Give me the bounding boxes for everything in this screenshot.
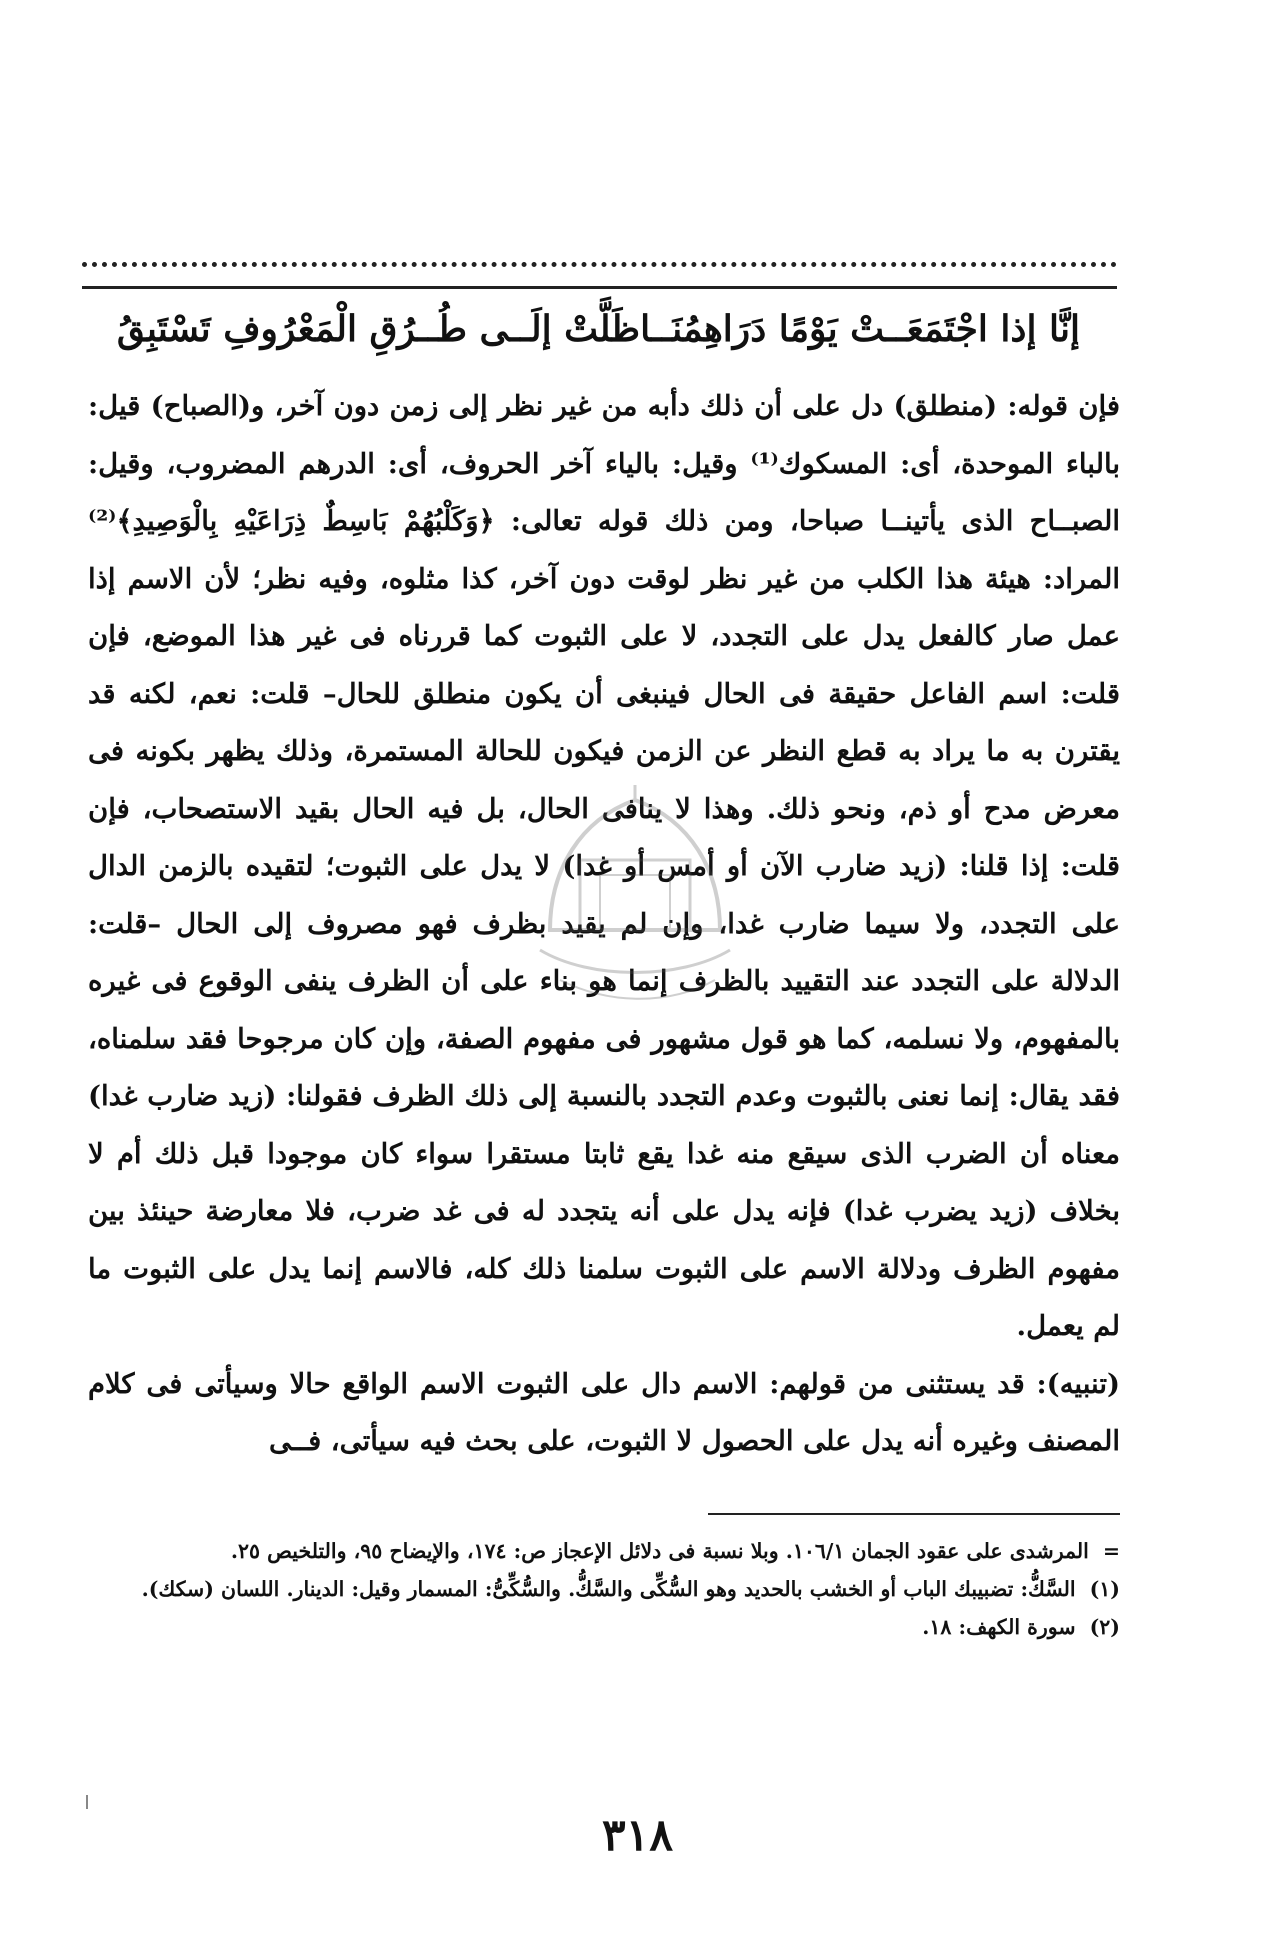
top-solid-rule [82, 286, 1117, 289]
library-watermark-stamp [520, 780, 750, 1040]
footnote-marker: (٢) [1089, 1615, 1120, 1639]
footnote-text: سورة الكهف: ١٨. [922, 1615, 1076, 1639]
footnote-marker: (١) [1089, 1577, 1120, 1601]
footnote-text: السَّكُّ: تضبيبك الباب أو الخشب بالحديد وهو السُّكِّى والسَّكُّ. والسُّكِّىُّ: المسمار وقيل: الدينار. اللسان (سكك). [141, 1577, 1076, 1601]
verse-second-hemistich: ظَلَّتْ إلَــى طُــرُقِ الْمَعْرُوفِ تَسْتَبِقُ [116, 308, 641, 350]
footnote-separator [708, 1513, 1120, 1515]
footnote-marker: = [1102, 1539, 1120, 1563]
body-paragraph: فإن قوله: (منطلق) دل على أن ذلك دأبه من غير نظر إلى زمن دون آخر، و(الصباح) قيل: بالباء الموحدة، أى: المسكوك⁽¹⁾ وقيل: بالياء آخر الحروف، أى: الدرهم المضروب، وقيل: الصبــاح الذى يأتينــا صباحا، ومن ذلك قوله تعالى: ﴿وَكَلْبُهُمْ بَاسِطٌ ذِرَاعَيْهِ بِالْوَصِيدِ﴾⁽²⁾ المراد: هيئة هذا الكلب من غير نظر لوقت دون آخر، كذا مثلوه، وفيه نظر؛ لأن الاسم إذا عمل صار كالفعل يدل على التجدد، لا على الثبوت كما قررناه فى غير هذا الموضع، فإن قلت: اسم الفاعل حقيقة فى الحال فينبغى أن يكون منطلق للحال– قلت: نعم، لكنه قد يقترن به ما يراد به قطع النظر عن الزمن فيكون للحالة المستمرة، وذلك يظهر بكونه فى معرض مدح أو ذم، ونحو ذلك. وهذا لا ينافى الحال، بل فيه الحال بقيد الاستصحاب، فإن قلت: إذا قلنا: (زيد ضارب الآن أو أمس أو غدا) لا يدل على الثبوت؛ لتقيده بالزمن الدال على التجدد، ولا سيما ضارب غدا، وإن لم يقيد بظرف فهو مصروف إلى الحال –قلت: الدلالة على التجدد عند التقييد بالظرف إنما هو بناء على أن الظرف ينفى الوقوع فى غيره بالمفهوم، ولا نسلمه، كما هو قول مشهور فى مفهوم الصفة، وإن كان مرجوحا فقد سلمناه، فقد يقال: إنما نعنى بالثبوت وعدم التجدد بالنسبة إلى ذلك الظرف فقولنا: (زيد ضارب غدا) معناه أن الضرب الذى سيقع منه غدا يقع ثابتا مستقرا سواء كان موجودا قبل ذلك أم لا بخلاف (زيد يضرب غدا) فإنه يدل على أنه يتجدد له فى غد ضرب، فلا معارضة حينئذ بين مفهوم الظرف ودلالة الاسم على الثبوت سلمنا ذلك كله، فالاسم إنما يدل على الثبوت ما لم يعمل. [88, 390, 1120, 1342]
top-dotted-rule [82, 262, 1117, 267]
page-number: ٣١٨ [602, 1810, 673, 1861]
scan-mark [86, 1795, 88, 1809]
footnote-text: المرشدى على عقود الجمان ١٠٦/١. وبلا نسبة فى دلائل الإعجاز ص: ١٧٤، والإيضاح ٩٥، والتلخيص ٢٥. [230, 1539, 1089, 1563]
footnotes [92, 1532, 1120, 1646]
footnote-item [92, 1608, 1120, 1646]
footnote-item [92, 1570, 1120, 1608]
footnote-item [92, 1532, 1120, 1570]
verse-first-hemistich: إنَّا إذا اجْتَمَعَــتْ يَوْمًا دَرَاهِمُنَــا [640, 308, 1080, 350]
body-paragraph-note: (تنبيه): قد يستثنى من قولهم: الاسم دال على الثبوت الاسم الواقع حالا وسيأتى فى كلام المصنف وغيره أنه يدل على الحصول لا الثبوت، على بحث فيه سيأتى، فــى [88, 1367, 1120, 1457]
poetry-verse [116, 298, 1080, 360]
